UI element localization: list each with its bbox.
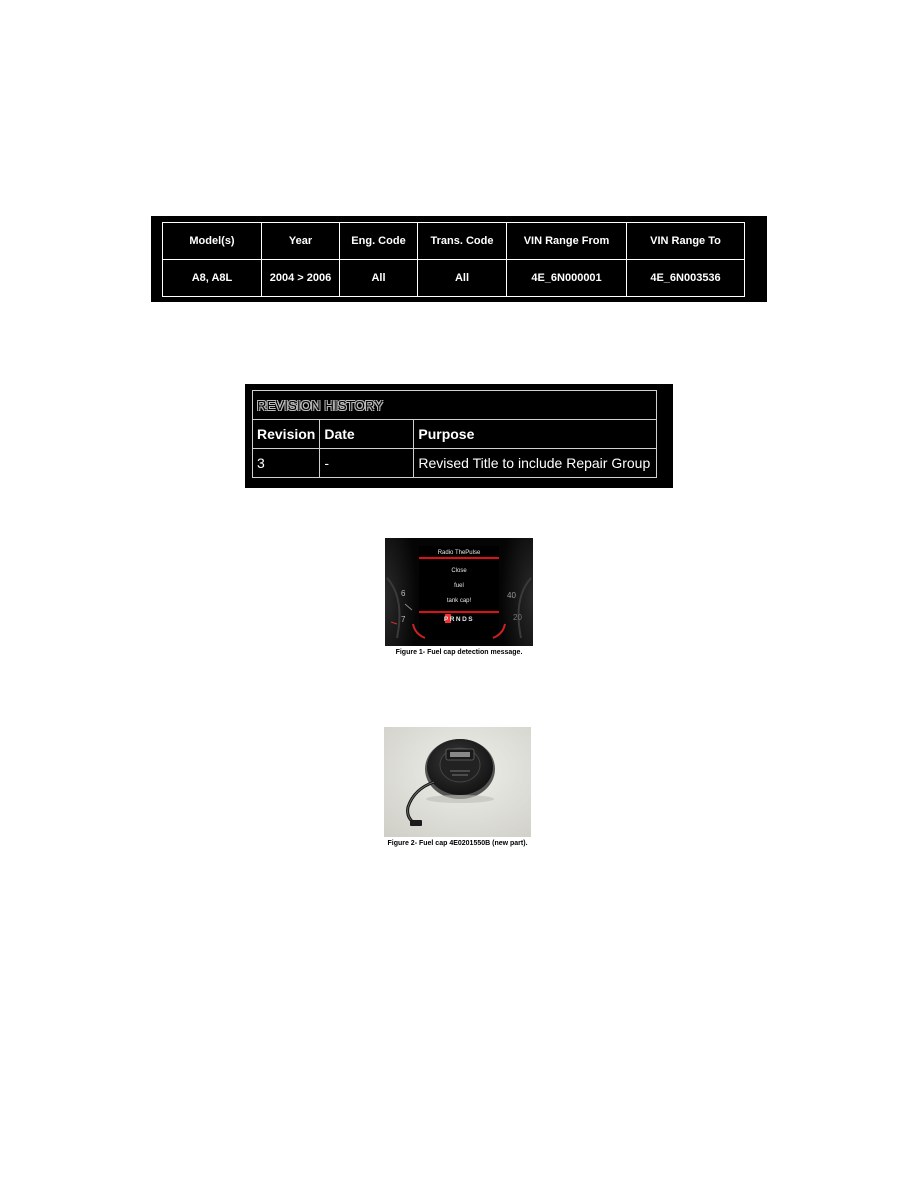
figure1-cluster-photo	[385, 538, 533, 646]
table-cell: 3	[253, 449, 320, 478]
cluster-message-line: tank cap!	[446, 598, 472, 604]
table-cell: Revised Title to include Repair Group	[414, 449, 657, 478]
table-header-cell: Model(s)	[163, 223, 262, 260]
applicability-table-container	[151, 216, 767, 302]
table-cell: All	[418, 260, 507, 297]
table-cell: 4E_6N003536	[627, 260, 745, 297]
revision-history-title: REVISION HISTORY	[253, 391, 657, 420]
figure2-caption: Figure 2- Fuel cap 4E0201550B (new part).	[387, 840, 528, 847]
revision-title-row	[253, 391, 657, 420]
applicability-table	[162, 222, 745, 297]
table-cell: 2004 > 2006	[262, 260, 340, 297]
revision-history-table	[252, 390, 657, 478]
table-header-cell: Trans. Code	[418, 223, 507, 260]
table-cell: -	[320, 449, 414, 478]
gauge-number: 7	[401, 615, 406, 624]
table-header-cell: Date	[320, 420, 414, 449]
table-row	[163, 260, 745, 297]
figure2-fuel-cap-photo	[384, 727, 531, 837]
table-header-cell: Year	[262, 223, 340, 260]
table-row	[253, 449, 657, 478]
table-header-row	[163, 223, 745, 260]
table-header-cell: VIN Range To	[627, 223, 745, 260]
cluster-header-text: Radio ThePulse	[437, 550, 481, 556]
gauge-number: 20	[513, 613, 522, 622]
cluster-message-line: fuel	[454, 583, 464, 589]
table-header-cell: Eng. Code	[340, 223, 418, 260]
table-header-cell: Revision	[253, 420, 320, 449]
table-cell: 4E_6N000001	[507, 260, 627, 297]
table-cell: All	[340, 260, 418, 297]
table-header-cell: VIN Range From	[507, 223, 627, 260]
table-header-cell: Purpose	[414, 420, 657, 449]
gear-indicator: PRNDS	[443, 616, 475, 623]
revision-history-container	[245, 384, 673, 488]
fuel-cap-graphic	[384, 727, 531, 837]
table-cell: A8, A8L	[163, 260, 262, 297]
gauge-number: 6	[401, 589, 406, 598]
gauge-number: 40	[507, 591, 516, 600]
cluster-display-graphic	[385, 538, 533, 646]
table-header-row	[253, 420, 657, 449]
figure1-caption: Figure 1- Fuel cap detection message.	[395, 649, 523, 656]
cluster-message-line: Close	[451, 568, 467, 574]
